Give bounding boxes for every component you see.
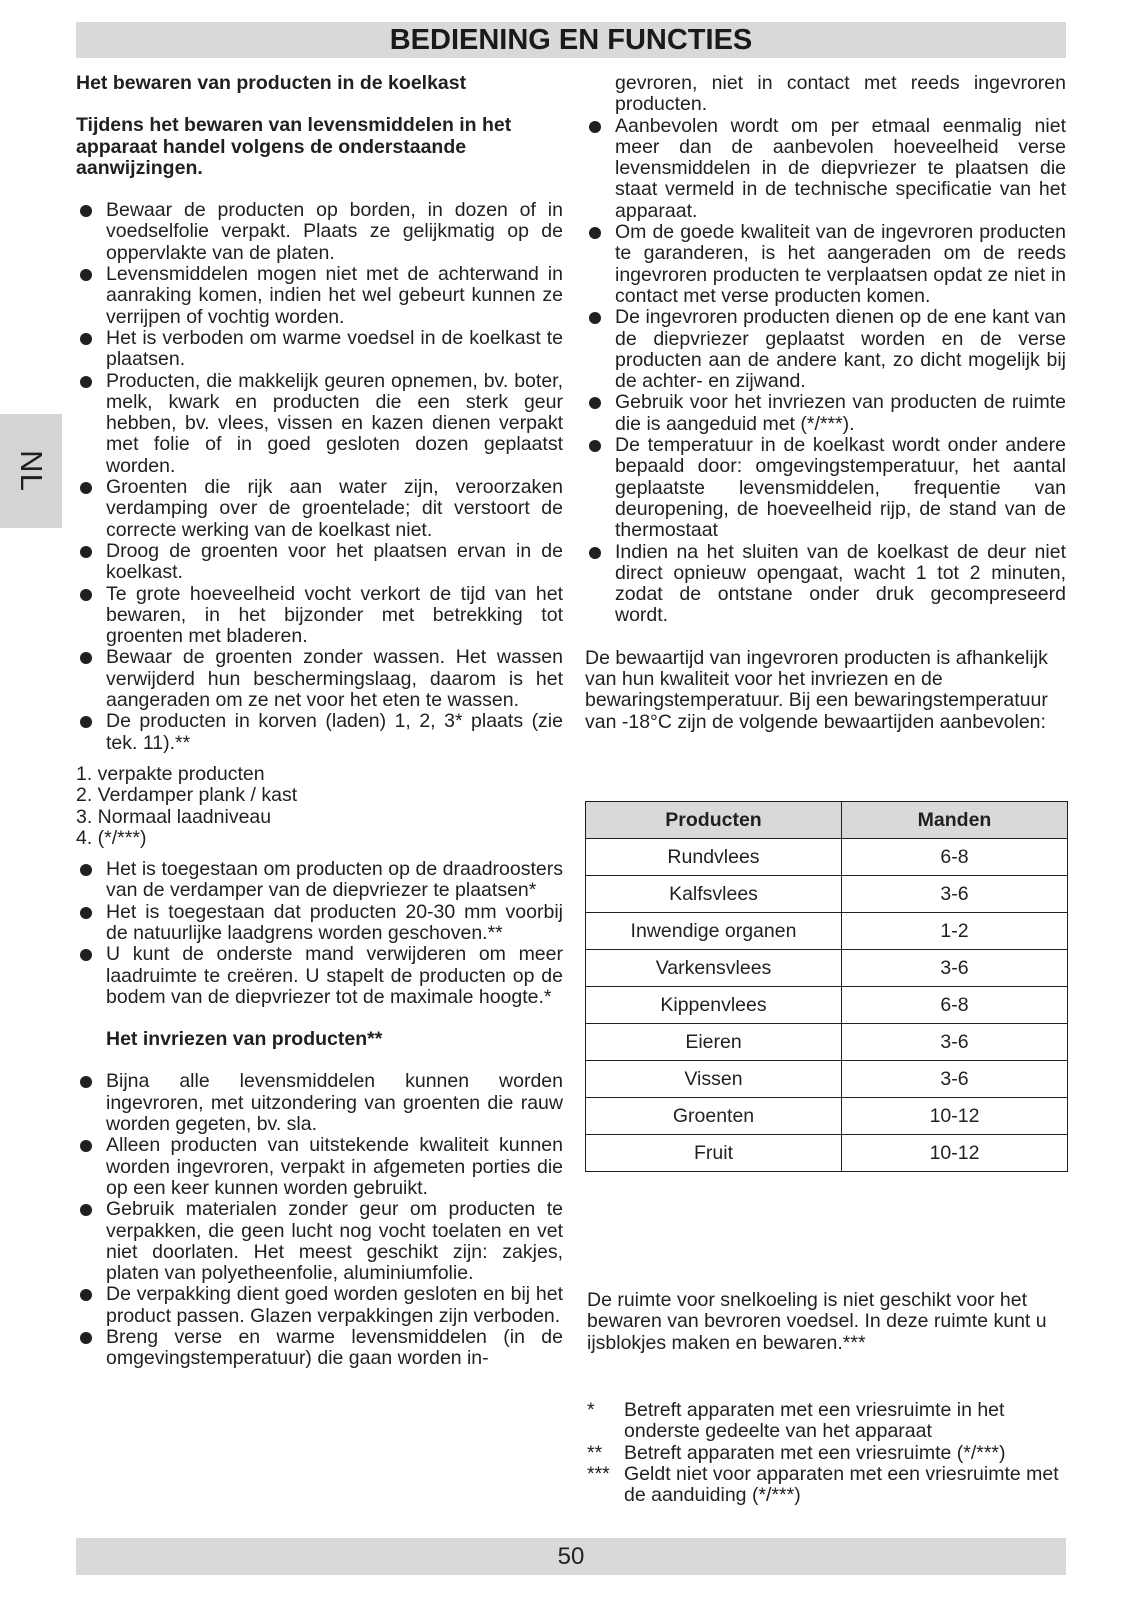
footnote-text: Betreft apparaten met een vriesruimte (*/***) — [624, 1441, 1006, 1464]
table-cell: Inwendige organen — [586, 913, 842, 950]
table-cell: 10-12 — [842, 1135, 1068, 1172]
column-header-months: Manden — [842, 802, 1068, 839]
table-row — [586, 987, 1068, 1024]
legend-item: 4. (*/***) — [76, 826, 147, 849]
footnotes — [587, 1400, 1067, 1506]
footnote — [587, 1400, 1067, 1443]
table-row — [586, 950, 1068, 987]
table-cell: 3-6 — [842, 950, 1068, 987]
list-item: Producten, die makkelijk geuren opnemen, bv. boter, melk, kwark en producten die een sterk geur hebben, bv. vlees, vissen en kazen dienen verpakt met folie of in goed gesloten dozen geplaatst worden. — [76, 371, 563, 477]
table-cell: Rundvlees — [586, 839, 842, 876]
list-item: Droog de groenten voor het plaatsen ervan in de koelkast. — [76, 541, 563, 584]
table-cell: 3-6 — [842, 876, 1068, 913]
table-row — [586, 1024, 1068, 1061]
table-header-row — [586, 802, 1068, 839]
table-cell: 3-6 — [842, 1061, 1068, 1098]
footnote-mark: ** — [587, 1441, 603, 1464]
list-item: Aanbevolen wordt om per etmaal eenmalig niet meer dan de aanbevolen hoeveelheid verse levensmiddelen in de diepvriezer te plaatsen die staat vermeld in de technische specificatie van het apparaat. — [585, 116, 1066, 222]
language-tab — [0, 414, 62, 528]
table-row — [586, 1098, 1068, 1135]
list-item: Het is toegestaan om producten op de draadroosters van de verdamper van de diepvriezer te plaatsen* — [76, 859, 563, 902]
table-row — [586, 839, 1068, 876]
table-cell: 6-8 — [842, 839, 1068, 876]
table-cell: Eieren — [586, 1024, 842, 1061]
list-item: Het is verboden om warme voedsel in de koelkast te plaatsen. — [76, 328, 563, 371]
list-item: Levensmiddelen mogen niet met de achterwand in aanraking komen, indien het wel gebeurt kunnen ze verrijpen of vochtig worden. — [76, 264, 563, 328]
left-column — [76, 73, 563, 1370]
table-cell: 6-8 — [842, 987, 1068, 1024]
footnote-text: Betreft apparaten met een vriesruimte in het onderste gedeelte van het apparaat — [624, 1399, 1005, 1443]
freezing-bullet-list-continued — [585, 116, 1066, 627]
table-cell: Kalfsvlees — [586, 876, 842, 913]
page-title: BEDIENING EN FUNCTIES — [76, 22, 1066, 58]
quick-cool-note: De ruimte voor snelkoeling is niet geschikt voor het bewaren van bevroren voedsel. In deze ruimte kunt u ijsblokjes maken en bewaren.*** — [587, 1289, 1047, 1354]
list-item: Groenten die rijk aan water zijn, veroorzaken verdamping over de groentelade; dit verstoort de correcte werking van de koelkast niet. — [76, 477, 563, 541]
language-tab-label: NL — [13, 450, 49, 492]
list-item: De ingevroren producten dienen op de ene kant van de diepvriezer geplaatst worden en de verse producten aan de andere kant, zo dicht mogelijk bij de achter- en zijwand. — [585, 307, 1066, 392]
list-item: Om de goede kwaliteit van de ingevroren producten te garanderen, is het aangeraden om de reeds ingevroren producten te verplaatsen opdat ze niet in contact met verse producten komen. — [585, 222, 1066, 307]
list-item: Bewaar de groenten zonder wassen. Het wassen verwijderd hun beschermingslaag, daarom is het aangeraden om ze net voor het eten te wassen. — [76, 647, 563, 711]
section-heading-freezing: Het invriezen van producten** — [106, 1028, 383, 1051]
list-item: De verpakking dient goed worden gesloten en bij het product passen. Glazen verpakkingen zijn verboden. — [76, 1284, 563, 1327]
table-cell: 3-6 — [842, 1024, 1068, 1061]
list-item: Het is toegestaan dat producten 20-30 mm voorbij de natuurlijke laadgrens worden geschoven.** — [76, 902, 563, 945]
section-heading-storage: Het bewaren van producten in de koelkast — [76, 72, 467, 94]
storage-time-table — [585, 801, 1068, 1172]
right-column — [585, 73, 1066, 733]
footnote — [587, 1464, 1067, 1507]
legend-item: 3. Normaal laadniveau — [76, 805, 272, 828]
table-cell: Kippenvlees — [586, 987, 842, 1024]
table-cell: Varkensvlees — [586, 950, 842, 987]
legend-item: 2. Verdamper plank / kast — [76, 784, 298, 807]
continued-text: gevroren, niet in contact met reeds ingevroren producten. — [615, 72, 1066, 116]
freezing-bullet-list — [76, 1071, 563, 1369]
list-item: De producten in korven (laden) 1, 2, 3* plaats (zie tek. 11).** — [76, 711, 563, 754]
table-cell: 10-12 — [842, 1098, 1068, 1135]
storage-time-paragraph: De bewaartijd van ingevroren producten is afhankelijk van hun kwaliteit voor het invriezen en de bewaringstemperatuur. Bij een bewaringstemperatuur van -18°C zijn de volgende bewaartijden aanbevolen: — [585, 646, 1048, 733]
list-item: De temperatuur in de koelkast wordt onder andere bepaald door: omgevingstemperatuur, het aantal geplaatste levensmiddelen, frequentie van deuropening, de hoeveelheid rijp, de stand van de thermostaat — [585, 435, 1066, 541]
list-item: U kunt de onderste mand verwijderen om meer laadruimte te creëren. U stapelt de producten op de bodem van de diepvriezer tot de maximale hoogte.* — [76, 944, 563, 1008]
table-row — [586, 913, 1068, 950]
list-item: Indien na het sluiten van de koelkast de deur niet direct opnieuw opengaat, wacht 1 tot 2 minuten, zodat de ontstane onder druk gecompreseerd wordt. — [585, 542, 1066, 627]
table-cell: Vissen — [586, 1061, 842, 1098]
list-item: Breng verse en warme levensmiddelen (in de omgevingstemperatuur) die gaan worden in- — [76, 1327, 563, 1370]
column-header-products: Producten — [586, 802, 842, 839]
table-row — [586, 1135, 1068, 1172]
table-row — [586, 876, 1068, 913]
list-item: Gebruik voor het invriezen van producten de ruimte die is aangeduid met (*/***). — [585, 392, 1066, 435]
footnote — [587, 1443, 1067, 1464]
list-item: Bijna alle levensmiddelen kunnen worden ingevroren, met uitzondering van groenten die rauw worden gegeten, bv. sla. — [76, 1071, 563, 1135]
list-item: Gebruik materialen zonder geur om producten te verpakken, die geen lucht nog vocht toelaten en vet niet doorlaten. Het meest geschikt zijn: zakjes, platen van polyetheenfolie, aluminiumfolie. — [76, 1199, 563, 1284]
legend-item: 1. verpakte producten — [76, 762, 265, 785]
list-item: Alleen producten van uitstekende kwaliteit kunnen worden ingevroren, verpakt in afgemeten porties die op een keer kunnen worden gebruikt. — [76, 1135, 563, 1199]
loading-bullet-list — [76, 859, 563, 1008]
storage-bullet-list — [76, 200, 563, 754]
table-cell: Groenten — [586, 1098, 842, 1135]
list-item: Bewaar de producten op borden, in dozen of in voedselfolie verpakt. Plaats ze gelijkmatig op de oppervlakte van de platen. — [76, 200, 563, 264]
table-row — [586, 1061, 1068, 1098]
footnote-mark: * — [587, 1399, 595, 1421]
page-number: 50 — [76, 1538, 1066, 1575]
footnote-mark: *** — [587, 1462, 610, 1485]
list-item: Te grote hoeveelheid vocht verkort de tijd van het bewaren, in het bijzonder met betrekking tot groenten met bladeren. — [76, 584, 563, 648]
table-cell: Fruit — [586, 1135, 842, 1172]
figure-legend — [76, 764, 563, 849]
storage-intro: Tijdens het bewaren van levensmiddelen in het apparaat handel volgens de onderstaande aanwijzingen. — [76, 114, 512, 179]
footnote-text: Geldt niet voor apparaten met een vriesruimte met de aanduiding (*/***) — [624, 1462, 1059, 1507]
table-cell: 1-2 — [842, 913, 1068, 950]
